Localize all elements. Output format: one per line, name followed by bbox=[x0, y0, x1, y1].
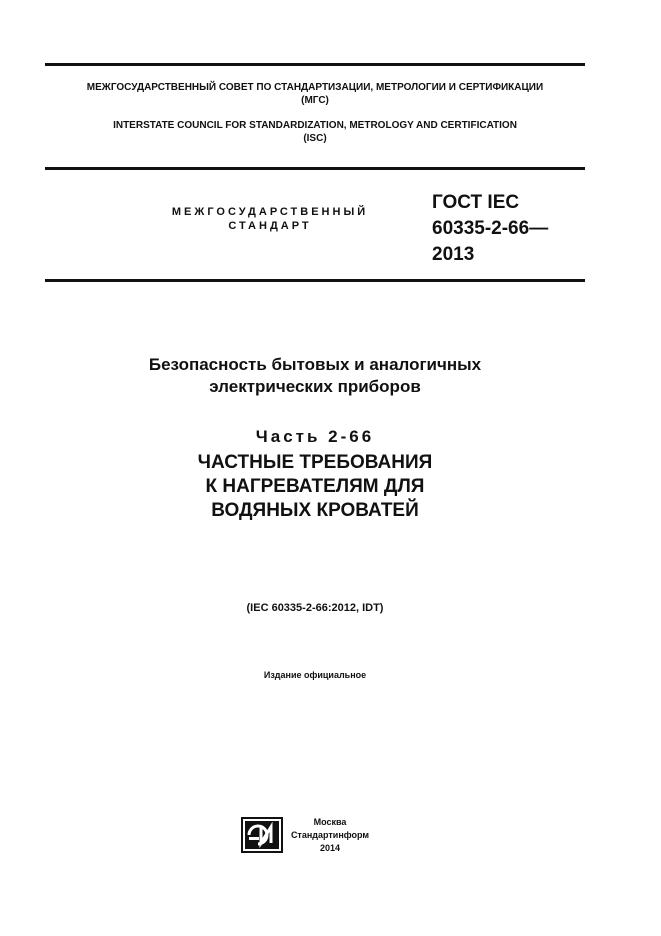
part-title-line2: К НАГРЕВАТЕЛЯМ ДЛЯ bbox=[205, 476, 425, 497]
top-rule bbox=[45, 63, 585, 66]
standard-type-line2: СТАНДАРТ bbox=[228, 220, 312, 232]
standard-type-line1: МЕЖГОСУДАРСТВЕННЫЙ bbox=[171, 206, 369, 218]
council-abbr-ru: (МГС) bbox=[301, 95, 329, 106]
publisher-year: 2014 bbox=[319, 843, 341, 853]
designation-line2: 60335-2-66— bbox=[432, 218, 549, 239]
council-name-en: INTERSTATE COUNCIL FOR STANDARDIZATION, METROLOGY AND CERTIFICATION bbox=[113, 120, 517, 131]
publisher-name: Стандартинформ bbox=[290, 830, 370, 840]
edition-label: Издание официальное bbox=[263, 670, 367, 680]
middle-rule bbox=[45, 167, 585, 170]
designation-line1: ГОСТ IEC bbox=[432, 192, 520, 213]
bottom-rule bbox=[45, 279, 585, 282]
council-abbr-en: (ISC) bbox=[303, 133, 327, 144]
designation-line3: 2013 bbox=[432, 244, 475, 265]
title-line2: электрических приборов bbox=[209, 377, 421, 396]
standartinform-logo-icon bbox=[241, 817, 283, 853]
publisher-city: Москва bbox=[313, 817, 347, 827]
iec-reference: (IEC 60335-2-66:2012, IDT) bbox=[246, 602, 384, 614]
part-title-line3: ВОДЯНЫХ КРОВАТЕЙ bbox=[211, 500, 419, 521]
part-label: Часть 2-66 bbox=[255, 427, 375, 446]
council-name-ru: МЕЖГОСУДАРСТВЕННЫЙ СОВЕТ ПО СТАНДАРТИЗАЦИИ, МЕТРОЛОГИИ И СЕРТИФИКАЦИИ bbox=[86, 82, 544, 93]
part-title-line1: ЧАСТНЫЕ ТРЕБОВАНИЯ bbox=[197, 452, 433, 473]
title-line1: Безопасность бытовых и аналогичных bbox=[148, 355, 482, 374]
